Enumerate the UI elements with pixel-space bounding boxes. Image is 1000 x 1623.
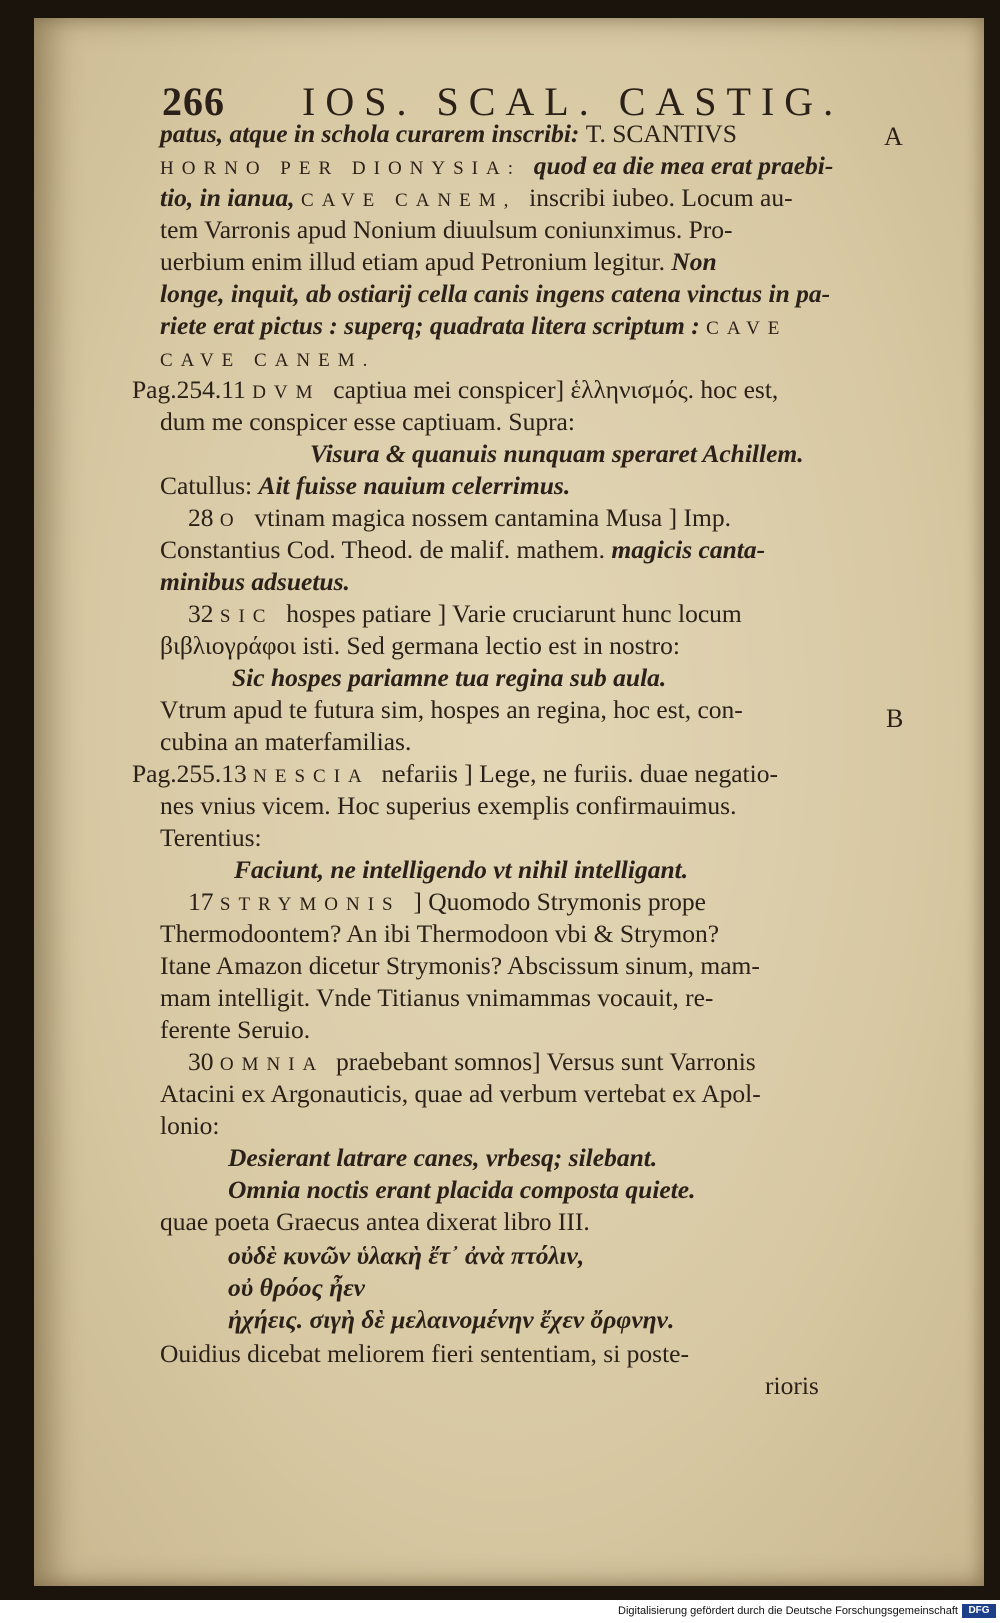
text-segment: ] Quomodo Strymonis prope xyxy=(413,887,706,916)
text-line xyxy=(188,1046,756,1080)
text-segment: longe, inquit, ab ostiarij cella canis ingens catena vinctus in pa- xyxy=(160,279,831,308)
text-segment: T. SCANTIVS xyxy=(585,119,737,148)
text-segment: uerbium enim illud etiam apud Petronium legitur. xyxy=(160,247,672,276)
text-segment: Faciunt, ne intelligendo vt nihil intelligant. xyxy=(234,855,689,884)
text-line xyxy=(228,1174,696,1205)
text-segment: Omnia noctis erant placida composta quiete. xyxy=(228,1175,696,1204)
text-segment: οὐδὲ κυνῶν ὑλακὴ ἔτ᾽ ἀνὰ πτόλιν, xyxy=(228,1241,585,1270)
margin-letter-b: B xyxy=(886,704,904,733)
text-segment: CAVE xyxy=(706,318,788,339)
text-segment: vtinam magica nossem cantamina Musa ] Imp. xyxy=(254,503,731,532)
text-segment: patus, atque in schola curarem inscribi: xyxy=(160,119,586,148)
text-line xyxy=(228,1272,365,1303)
text-line xyxy=(160,982,713,1013)
text-segment: NESCIA xyxy=(253,766,382,787)
text-line xyxy=(160,470,570,501)
text-line xyxy=(160,694,743,725)
text-segment: ferente Seruio. xyxy=(160,1015,311,1044)
text-line xyxy=(160,790,736,821)
text-segment: hospes patiare ] Varie cruciarunt hunc locum xyxy=(286,599,742,628)
text-segment: nes vnius vicem. Hoc superius exemplis confirmauimus. xyxy=(160,791,737,820)
text-line xyxy=(160,246,717,277)
text-line xyxy=(160,214,733,245)
text-line xyxy=(160,822,262,853)
text-segment: 30 xyxy=(188,1047,220,1076)
text-segment: Desierant latrare canes, vrbesq; silebant. xyxy=(228,1143,658,1172)
text-segment: ἠχήεις. σιγὴ δὲ μελαινομένην ἔχεν ὄρφνην. xyxy=(228,1305,675,1334)
text-segment: Vtrum apud te futura sim, hospes an regina, hoc est, con- xyxy=(160,695,743,724)
text-segment: 17 xyxy=(188,887,220,916)
text-line xyxy=(160,1110,220,1141)
text-segment: Atacini ex Argonauticis, quae ad verbum vertebat ex Apol- xyxy=(160,1079,761,1108)
text-line xyxy=(310,438,804,469)
text-line xyxy=(234,854,688,885)
text-line xyxy=(232,662,666,693)
text-segment: inscribi iubeo. Locum au- xyxy=(529,183,793,212)
text-line xyxy=(160,1206,590,1237)
text-line xyxy=(160,342,375,376)
text-segment: CAVE CANEM. xyxy=(160,350,376,371)
text-segment: Ait fuisse nauium celerrimus. xyxy=(258,471,571,500)
text-line xyxy=(160,1078,761,1109)
book-page xyxy=(34,18,984,1586)
text-segment: Constantius Cod. Theod. de malif. mathem. xyxy=(160,535,612,564)
text-line xyxy=(160,118,737,149)
text-line xyxy=(228,1240,584,1271)
text-segment: mam intelligit. Vnde Titianus vnimammas vocauit, re- xyxy=(160,983,714,1012)
text-line xyxy=(132,758,778,792)
text-line xyxy=(765,1370,819,1401)
text-segment: tem Varronis apud Nonium diuulsum coniunximus. Pro- xyxy=(160,215,733,244)
text-line xyxy=(228,1142,657,1173)
text-line xyxy=(160,1014,310,1045)
text-segment: Ouidius dicebat meliorem fieri sententiam, si poste- xyxy=(160,1339,689,1368)
running-title: IOS. SCAL. CASTIG. xyxy=(302,79,844,124)
page-number: 266 xyxy=(162,79,225,124)
text-segment: βιβλιογράφοι isti. Sed germana lectio est in nostro: xyxy=(160,631,680,660)
text-segment: SIC xyxy=(219,606,287,627)
text-segment: dum me conspicer esse captiuam. Supra: xyxy=(160,407,575,436)
text-line xyxy=(160,950,760,981)
text-line xyxy=(188,502,731,536)
footer-bar xyxy=(0,1601,1000,1623)
text-segment: Itane Amazon dicetur Strymonis? Abscissum sinum, mam- xyxy=(160,951,760,980)
text-segment: praebebant somnos] Versus sunt Varronis xyxy=(335,1047,756,1076)
text-segment: HORNO PER DIONYSIA: xyxy=(160,158,534,179)
text-segment: Non xyxy=(671,247,717,276)
dfg-logo: DFG xyxy=(962,1604,996,1618)
text-segment: 28 xyxy=(188,503,220,532)
text-line xyxy=(160,278,830,309)
text-segment: οὐ θρόος ἦεν xyxy=(228,1273,366,1302)
text-segment: Pag.255.13 xyxy=(132,759,254,788)
text-segment: DVM xyxy=(252,382,334,403)
text-line xyxy=(228,1304,674,1335)
text-line xyxy=(160,918,719,949)
text-segment: OMNIA xyxy=(219,1054,336,1075)
text-segment: riete erat pictus : superq; quadrata litera scriptum : xyxy=(160,311,707,340)
text-segment: Pag.254.11 xyxy=(132,375,253,404)
text-segment: quod ea die mea erat praebi- xyxy=(533,151,834,180)
digitization-credit: Digitalisierung gefördert durch die Deutsche Forschungsgemeinschaft xyxy=(618,1605,958,1617)
text-segment: nefariis ] Lege, ne furiis. duae negatio- xyxy=(381,759,778,788)
text-line xyxy=(188,886,706,920)
text-segment: lonio: xyxy=(160,1111,220,1140)
text-segment: O xyxy=(219,510,255,531)
text-line xyxy=(160,726,411,757)
text-segment: minibus adsuetus. xyxy=(160,567,350,596)
text-line xyxy=(188,598,742,632)
text-segment: Catullus: xyxy=(160,471,259,500)
text-line xyxy=(160,1338,689,1369)
text-segment: tio, in ianua, xyxy=(160,183,302,212)
text-segment: quae poeta Graecus antea dixerat libro III. xyxy=(160,1207,590,1236)
text-line xyxy=(160,566,350,597)
text-line xyxy=(160,630,680,661)
text-line xyxy=(160,406,575,437)
text-segment: Sic hospes pariamne tua regina sub aula. xyxy=(232,663,667,692)
text-line xyxy=(160,310,787,344)
text-segment: cubina an materfamilias. xyxy=(160,727,412,756)
text-segment: Terentius: xyxy=(160,823,262,852)
text-line xyxy=(160,150,833,184)
text-segment: CAVE CANEM, xyxy=(301,190,530,211)
text-segment: STRYMONIS xyxy=(219,894,414,915)
text-line xyxy=(160,182,793,216)
text-segment: Visura & quanuis nunquam speraret Achillem. xyxy=(310,439,804,468)
text-line xyxy=(132,374,778,408)
text-line xyxy=(160,534,765,565)
text-segment: 32 xyxy=(188,599,220,628)
text-segment: magicis canta- xyxy=(611,535,766,564)
text-segment: captiua mei conspicer] ἑλληνισμός. hoc est, xyxy=(333,375,779,404)
text-segment: rioris xyxy=(765,1371,819,1400)
text-segment: Thermodoontem? An ibi Thermodoon vbi & Strymon? xyxy=(160,919,720,948)
margin-letter-a: A xyxy=(884,122,903,151)
